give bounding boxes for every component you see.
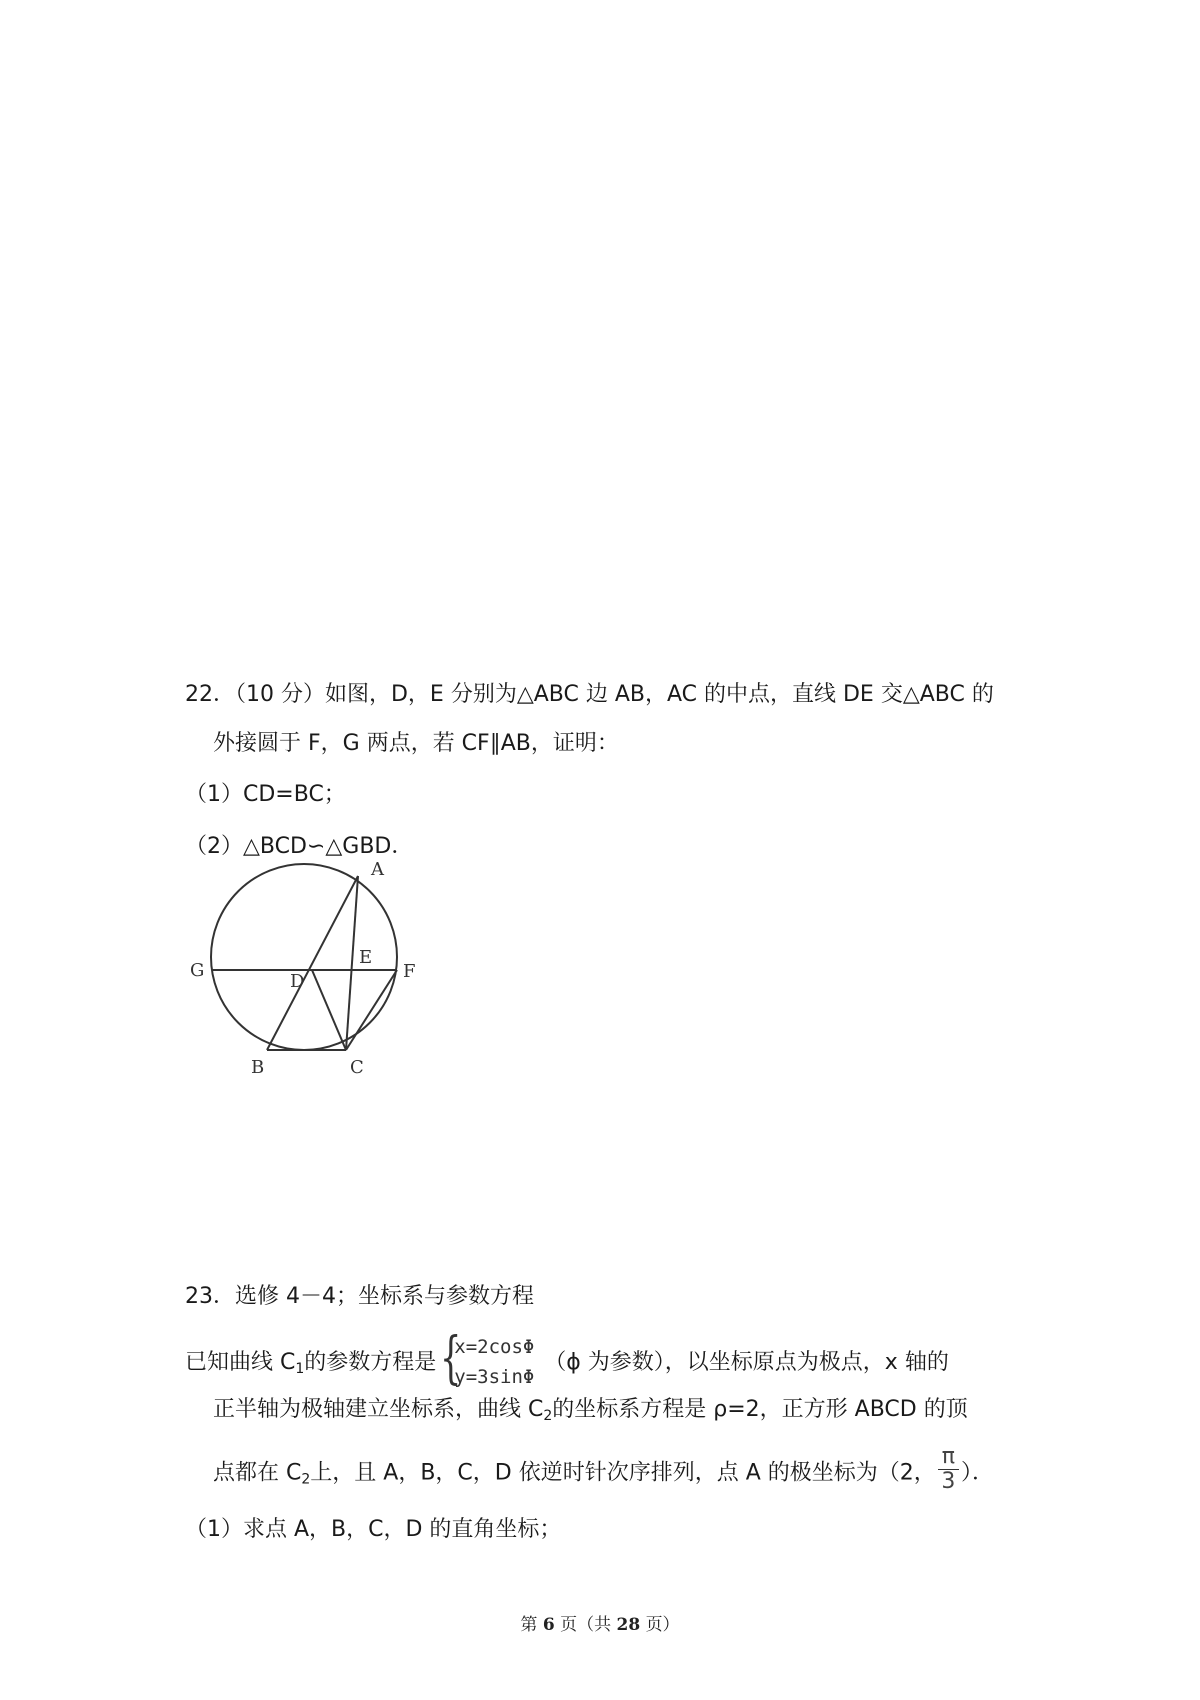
- label-D: D: [290, 971, 305, 992]
- q23-line1-sub: 1: [295, 1361, 305, 1377]
- geometry-figure: [185, 855, 425, 1095]
- segment-DC: [312, 970, 346, 1050]
- footer-total-pages: 28: [616, 1615, 641, 1635]
- segment-AB: [267, 876, 358, 1050]
- footer-post: 页）: [645, 1615, 680, 1635]
- label-A: A: [371, 859, 384, 880]
- q23-line2-post: 的坐标系方程是 ρ=2，正方形 ABCD 的顶: [552, 1397, 968, 1422]
- segment-AC: [346, 876, 358, 1050]
- q23-title: 23．选修 4－4；坐标系与参数方程: [185, 1284, 534, 1309]
- q23-stem-line1: [185, 1326, 949, 1393]
- q22-stem-line1: 22．（10 分）如图，D，E 分别为△ABC 边 AB，AC 的中点，直线 DE 交△ABC 的: [185, 682, 994, 707]
- label-B: B: [251, 1057, 265, 1078]
- label-G: G: [190, 960, 205, 981]
- q22-subquestion-1: （1）CD=BC；: [185, 782, 346, 807]
- page-footer: [0, 1610, 1200, 1635]
- q22-subquestion-2: （2）△BCD∽△GBD．: [185, 834, 414, 859]
- parametric-system: [440, 1326, 540, 1393]
- q23-line3-mid: 上，且 A，B，C，D 依逆时针次序排列，点 A 的极坐标为（2，: [310, 1460, 936, 1486]
- q23-stem-line2: [213, 1395, 968, 1425]
- label-E: E: [359, 947, 373, 968]
- q23-line3-pre: 点都在 C: [213, 1460, 302, 1486]
- fraction-numerator: π: [938, 1445, 959, 1470]
- q22-stem-line2: 外接圆于 F，G 两点，若 CF∥AB，证明：: [213, 731, 619, 756]
- q23-line1-pre: 已知曲线 C: [185, 1350, 296, 1375]
- footer-mid: 页（共: [560, 1615, 612, 1635]
- equation-y: y=3sinΦ: [454, 1366, 535, 1388]
- q23-line2-pre: 正半轴为极轴建立坐标系，曲线 C: [213, 1397, 544, 1422]
- label-C: C: [350, 1057, 364, 1078]
- q23-stem-line3: [213, 1444, 995, 1498]
- fraction-denominator: 3: [941, 1469, 956, 1494]
- q23-line3-sub: 2: [301, 1471, 311, 1488]
- fraction-pi-over-3: [938, 1445, 959, 1494]
- footer-page-number: 6: [542, 1615, 555, 1635]
- segment-CF: [346, 970, 397, 1050]
- q23-line1-mid: 的参数方程是: [304, 1350, 437, 1375]
- equation-x: x=2cosΦ: [454, 1336, 535, 1358]
- label-F: F: [403, 961, 416, 982]
- footer-pre: 第: [520, 1615, 538, 1635]
- q23-subquestion-1: （1）求点 A，B，C，D 的直角坐标；: [185, 1517, 562, 1542]
- q23-line1-post: （ϕ 为参数），以坐标原点为极点，x 轴的: [544, 1350, 949, 1375]
- q23-line3-post: ）．: [961, 1460, 995, 1486]
- left-brace-icon: {: [440, 1326, 462, 1391]
- q23-line2-sub: 2: [543, 1408, 553, 1424]
